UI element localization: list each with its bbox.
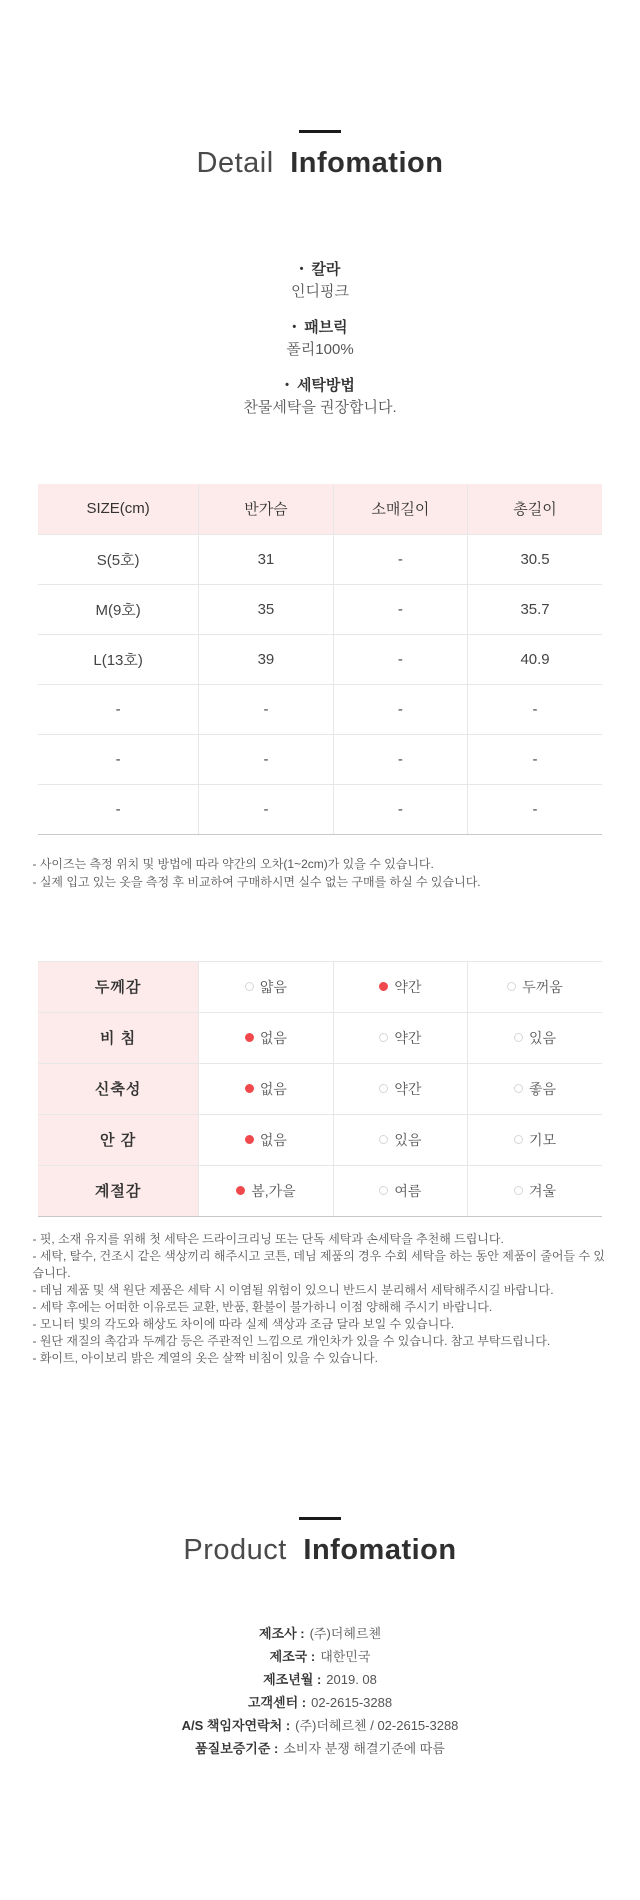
info-value: 2019. 08	[326, 1671, 377, 1687]
info-manufacture-date	[0, 1668, 640, 1691]
radio-icon	[514, 1186, 523, 1195]
option-label: 있음	[394, 1131, 422, 1148]
info-label: 제조국 :	[269, 1648, 316, 1664]
divider-line	[299, 130, 341, 133]
sleeve-cell: -	[333, 634, 467, 684]
radio-icon	[379, 1135, 388, 1144]
radio-icon	[245, 1033, 254, 1042]
option-label: 기모	[529, 1131, 557, 1148]
info-label: A/S 책임자연락처 :	[181, 1717, 291, 1733]
radio-icon	[245, 1135, 254, 1144]
spec-color	[0, 258, 640, 302]
info-value: (주)더헤르첸 / 02-2615-3288	[295, 1717, 459, 1733]
info-label: 제조사 :	[258, 1625, 305, 1641]
option-label: 겨울	[529, 1182, 557, 1199]
info-manufacturer	[0, 1622, 640, 1645]
feature-label: 비 침	[38, 1012, 199, 1063]
note-line: - 원단 재질의 촉감과 두께감 등은 주관적인 느낌으로 개인차가 있을 수 있습니다. 참고 부탁드립니다.	[32, 1333, 551, 1348]
feature-option	[333, 1165, 467, 1216]
size-table-header-row	[38, 484, 602, 534]
radio-icon	[514, 1135, 523, 1144]
chest-col-header: 반가슴	[199, 484, 333, 534]
option-label: 두꺼움	[522, 978, 563, 995]
chest-cell: 31	[199, 534, 333, 584]
info-as-contact	[0, 1714, 640, 1737]
radio-icon	[245, 982, 254, 991]
spec-label: • 패브릭	[0, 316, 640, 339]
length-cell: -	[468, 684, 602, 734]
feature-option	[468, 961, 602, 1012]
feature-label: 두께감	[38, 961, 199, 1012]
radio-icon	[507, 982, 516, 991]
note-line: - 세탁 후에는 어떠한 이유로든 교환, 반품, 환불이 불가하니 이점 양해해 주시기 바랍니다.	[32, 1299, 493, 1314]
info-value: 02-2615-3288	[311, 1694, 393, 1710]
radio-icon	[514, 1033, 523, 1042]
info-value: (주)더헤르첸	[309, 1625, 382, 1641]
radio-icon	[379, 1033, 388, 1042]
radio-icon	[245, 1084, 254, 1093]
option-label: 봄,가을	[251, 1182, 296, 1199]
spec-label: • 세탁방법	[0, 374, 640, 397]
feature-option	[468, 1063, 602, 1114]
size-cell: S(5호)	[38, 534, 199, 584]
sleeve-cell: -	[333, 584, 467, 634]
option-label: 좋음	[529, 1080, 557, 1097]
table-row	[38, 684, 602, 734]
size-notes	[33, 855, 608, 891]
feature-row-season	[38, 1165, 602, 1216]
feature-option	[199, 961, 333, 1012]
spec-value: 폴리100%	[286, 341, 354, 358]
spec-list	[0, 258, 640, 418]
feature-option	[468, 1165, 602, 1216]
feature-row-stretch	[38, 1063, 602, 1114]
size-cell: -	[38, 684, 199, 734]
product-section-title	[0, 1534, 640, 1567]
title-word-bold: Infomation	[290, 147, 444, 179]
length-cell: 35.7	[468, 584, 602, 634]
radio-icon	[379, 982, 388, 991]
note-line: - 모니터 빛의 각도와 해상도 차이에 따라 실제 색상과 조금 달라 보일 수 있습니다.	[32, 1316, 455, 1331]
feature-row-sheerness	[38, 1012, 602, 1063]
size-col-header: SIZE(cm)	[38, 484, 199, 534]
sleeve-col-header: 소매길이	[333, 484, 467, 534]
feature-option	[468, 1012, 602, 1063]
option-label: 약간	[394, 1080, 422, 1097]
length-cell: -	[468, 734, 602, 784]
info-label: 품질보증기준 :	[195, 1740, 279, 1756]
length-col-header: 총길이	[468, 484, 602, 534]
feature-row-thickness	[38, 961, 602, 1012]
info-warranty	[0, 1737, 640, 1760]
length-cell: -	[468, 784, 602, 834]
sleeve-cell: -	[333, 684, 467, 734]
feature-option	[199, 1012, 333, 1063]
size-cell: M(9호)	[38, 584, 199, 634]
radio-icon	[514, 1084, 523, 1093]
chest-cell: 35	[199, 584, 333, 634]
sleeve-cell: -	[333, 534, 467, 584]
care-notes	[33, 1231, 608, 1367]
table-row	[38, 634, 602, 684]
feature-label: 계절감	[38, 1165, 199, 1216]
note-line: - 핏, 소재 유지를 위해 첫 세탁은 드라이크리닝 또는 단독 세탁과 손세탁을 추천해 드립니다.	[32, 1231, 504, 1246]
sleeve-cell: -	[333, 734, 467, 784]
spec-value: 인디핑크	[291, 283, 349, 300]
option-label: 여름	[394, 1182, 422, 1199]
title-word-bold: Infomation	[303, 1533, 457, 1566]
table-row	[38, 734, 602, 784]
option-label: 없음	[259, 1131, 287, 1148]
size-cell: L(13호)	[38, 634, 199, 684]
note-line: - 실제 입고 있는 옷을 측정 후 비교하여 구매하시면 실수 없는 구매를 하실 수 있습니다.	[32, 874, 481, 889]
chest-cell: -	[199, 784, 333, 834]
note-line: - 사이즈는 측정 위치 및 방법에 따라 약간의 오차(1~2cm)가 있을 수 있습니다.	[32, 856, 434, 871]
spec-washing	[0, 374, 640, 418]
table-row	[38, 584, 602, 634]
feature-row-lining	[38, 1114, 602, 1165]
info-value: 대한민국	[320, 1648, 371, 1664]
feature-option	[333, 1012, 467, 1063]
title-word-light: Product	[183, 1533, 287, 1566]
radio-icon	[379, 1186, 388, 1195]
feature-option	[199, 1063, 333, 1114]
feature-table	[38, 961, 602, 1217]
option-label: 없음	[259, 1029, 287, 1046]
size-cell: -	[38, 784, 199, 834]
size-cell: -	[38, 734, 199, 784]
manufacturer-info	[0, 1622, 640, 1760]
length-cell: 30.5	[468, 534, 602, 584]
feature-option	[199, 1114, 333, 1165]
detail-section-title	[0, 147, 640, 180]
feature-option	[333, 1063, 467, 1114]
length-cell: 40.9	[468, 634, 602, 684]
info-label: 제조년월 :	[263, 1671, 322, 1687]
table-row	[38, 784, 602, 834]
radio-icon	[379, 1084, 388, 1093]
note-line: - 세탁, 탈수, 건조시 같은 색상끼리 해주시고 코튼, 데님 제품의 경우 수회 세탁을 하는 동안 제품이 줄어들 수 있습니다.	[32, 1248, 605, 1280]
feature-option	[333, 961, 467, 1012]
info-value: 소비자 분쟁 해결기준에 따름	[283, 1740, 445, 1756]
info-country	[0, 1645, 640, 1668]
spec-value: 찬물세탁을 권장합니다.	[243, 399, 397, 416]
chest-cell: -	[199, 734, 333, 784]
radio-icon	[236, 1186, 245, 1195]
option-label: 없음	[259, 1080, 287, 1097]
note-line: - 데님 제품 및 색 원단 제품은 세탁 시 이염될 위험이 있으니 반드시 분리해서 세탁해주시길 바랍니다.	[32, 1282, 554, 1297]
info-label: 고객센터 :	[247, 1694, 307, 1710]
feature-label: 안 감	[38, 1114, 199, 1165]
divider-line	[299, 1517, 341, 1520]
option-label: 얇음	[259, 978, 287, 995]
chest-cell: -	[199, 684, 333, 734]
size-table	[38, 484, 602, 835]
feature-option	[333, 1114, 467, 1165]
feature-label: 신축성	[38, 1063, 199, 1114]
feature-option	[468, 1114, 602, 1165]
feature-option	[199, 1165, 333, 1216]
sleeve-cell: -	[333, 784, 467, 834]
chest-cell: 39	[199, 634, 333, 684]
title-word-light: Detail	[196, 147, 274, 179]
info-customer-center	[0, 1691, 640, 1714]
note-line: - 화이트, 아이보리 밝은 계열의 옷은 살짝 비침이 있을 수 있습니다.	[32, 1350, 378, 1365]
option-label: 약간	[394, 1029, 422, 1046]
spec-label: • 칼라	[0, 258, 640, 281]
option-label: 있음	[529, 1029, 557, 1046]
product-info-section	[0, 1517, 640, 1760]
spec-fabric	[0, 316, 640, 360]
option-label: 약간	[394, 978, 422, 995]
table-row	[38, 534, 602, 584]
